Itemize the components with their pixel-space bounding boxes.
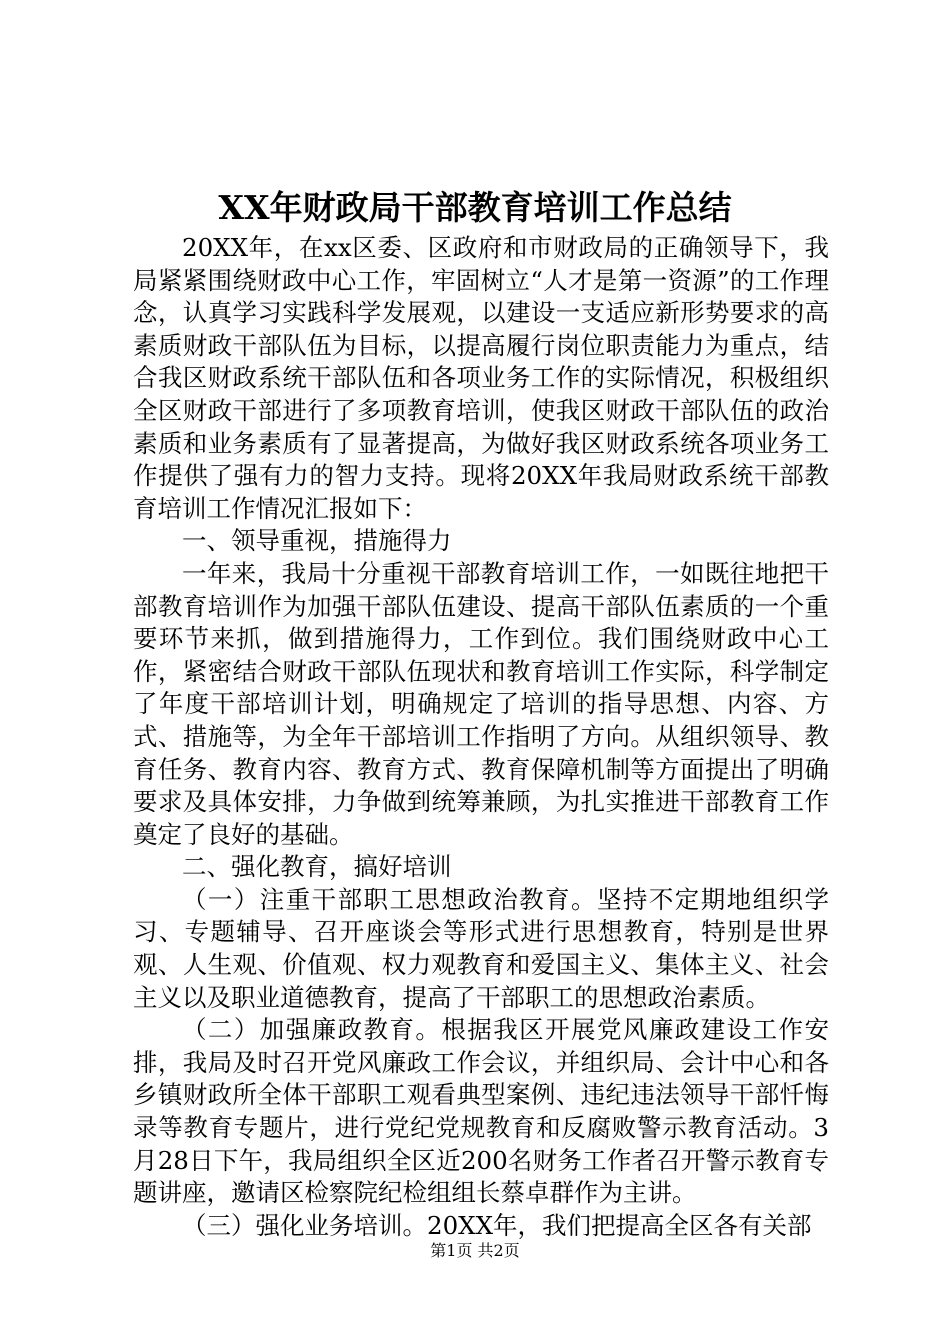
paragraph-item-3: （三）强化业务培训。20XX年，我们把提高全区各有关部 [182,1210,812,1240]
paragraph-intro: 20XX年，在xx区委、区政府和市财政局的正确领导下，我局紧紧围绕财政中心工作，牢固树立“人才是第一资源”的工作理念，认真学习实践科学发展观，以建设一支适应新形势要求的高素质财政干部队伍为目标，以提高履行岗位职责能力为重点，结合我区财政系统干部队伍和各项业务工作的实际情况，积极组织全区财政干部进行了多项教育培训，使我区财政干部队伍的政治素质和业务素质有了显著提高，为做好我区财政系统各项业务工作提供了强有力的智力支持。现将20XX年我局财政系统干部教育培训工作情况汇报如下： [133,233,829,523]
paragraph-section-1: 一年来，我局十分重视干部教育培训工作，一如既往地把干部教育培训作为加强干部队伍建设、提高干部队伍素质的一个重要环节来抓，做到措施得力，工作到位。我们围绕财政中心工作，紧密结合财政干部队伍现状和教育培训工作实际，科学制定了年度干部培训计划，明确规定了培训的指导思想、内容、方式、措施等，为全年干部培训工作指明了方向。从组织领导、教育任务、教育内容、教育方式、教育保障机制等方面提出了明确要求及具体安排，力争做到统筹兼顾，为扎实推进干部教育工作奠定了良好的基础。 [133,558,829,849]
section-heading-2: 二、强化教育，搞好培训 [182,852,452,882]
document-title: XX年财政局干部教育培训工作总结 [218,188,732,227]
page-footer: 第1页 共2页 [430,1241,520,1260]
document-body [133,232,829,1242]
paragraph-item-1: （一）注重干部职工思想政治教育。坚持不定期地组织学习、专题辅导、召开座谈会等形式进行思想教育，特别是世界观、人生观、价值观、权力观教育和爱国主义、集体主义、社会主义以及职业道德教育，提高了干部职工的思想政治素质。 [133,884,829,1012]
paragraph-item-2: （二）加强廉政教育。根据我区开展党风廉政建设工作安排，我局及时召开党风廉政工作会议，并组织局、会计中心和各乡镇财政所全体干部职工观看典型案例、违纪违法领导干部忏悔录等教育专题片，进行党纪党规教育和反腐败警示教育活动。3月28日下午，我局组织全区近200名财务工作者召开警示教育专题讲座，邀请区检察院纪检组组长蔡卓群作为主讲。 [133,1015,829,1208]
section-heading-1: 一、领导重视，措施得力 [182,526,452,556]
